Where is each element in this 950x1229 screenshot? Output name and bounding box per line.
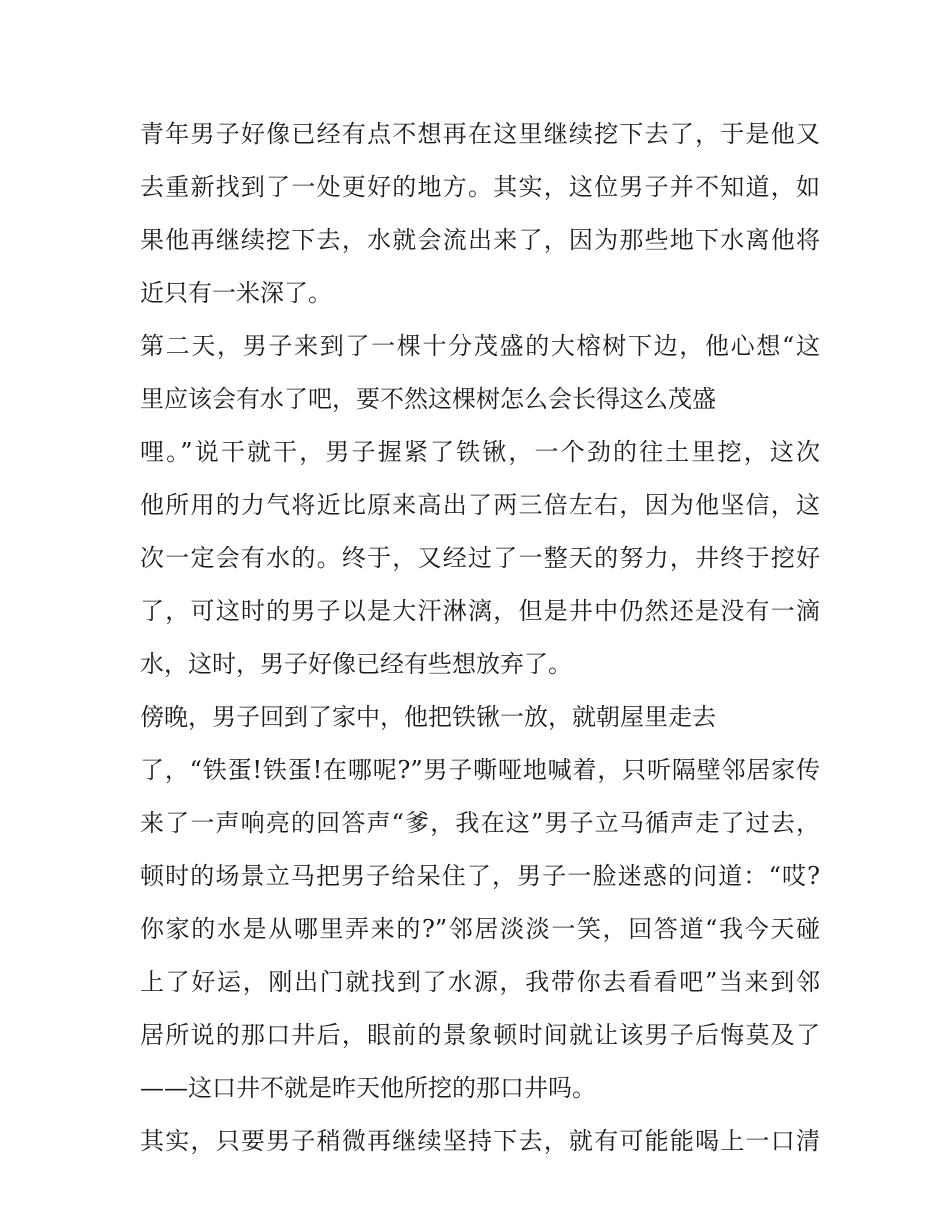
text-line: 里应该会有水了吧，要不然这棵树怎么会长得这么茂盛: [140, 385, 716, 413]
text-line: 顿时的场景立马把男子给呆住了，男子一脸迷惑的问道：“哎?: [140, 862, 820, 890]
text-line: 水，这时，男子好像已经有些想放弃了。: [140, 650, 572, 678]
paragraph-4: [140, 1115, 820, 1168]
text-line: 了，可这时的男子以是大汗淋漓，但是井中仍然还是没有一滴: [140, 597, 820, 625]
text-line: 上了好运，刚出门就找到了水源，我带你去看看吧”当来到邻: [140, 968, 820, 996]
text-line: 了，“铁蛋!铁蛋!在哪呢?”男子嘶哑地喊着，只听隔壁邻居家传: [140, 756, 820, 784]
paragraph-2: [140, 320, 820, 691]
document-body: [140, 108, 820, 1168]
paragraph-3: [140, 691, 820, 1115]
text-line: 果他再继续挖下去，水就会流出来了，因为那些地下水离他将: [140, 226, 820, 254]
text-line: 他所用的力气将近比原来高出了两三倍左右，因为他坚信，这: [140, 491, 820, 519]
text-line: 居所说的那口井后，眼前的景象顿时间就让该男子后悔莫及了: [140, 1021, 820, 1049]
text-line: 青年男子好像已经有点不想再在这里继续挖下去了，于是他又: [140, 120, 820, 148]
text-line: 来了一声响亮的回答声“爹，我在这”男子立马循声走了过去，: [140, 809, 820, 837]
text-line: 哩。”说干就干，男子握紧了铁锹，一个劲的往土里挖，这次: [140, 438, 820, 466]
text-line: ——这口井不就是昨天他所挖的那口井吗。: [140, 1074, 596, 1102]
text-line: 近只有一米深了。: [140, 279, 332, 307]
text-line: 次一定会有水的。终于，又经过了一整天的努力，井终于挖好: [140, 544, 820, 572]
text-line: 傍晚，男子回到了家中，他把铁锹一放，就朝屋里走去: [140, 703, 716, 731]
text-line: 其实，只要男子稍微再继续坚持下去，就有可能能喝上一口清: [140, 1127, 820, 1155]
text-line: 第二天，男子来到了一棵十分茂盛的大榕树下边，他心想“这: [140, 332, 820, 360]
paragraph-1: [140, 108, 820, 320]
text-line: 去重新找到了一处更好的地方。其实，这位男子并不知道，如: [140, 173, 820, 201]
text-line: 你家的水是从哪里弄来的?”邻居淡淡一笑，回答道“我今天碰: [140, 915, 820, 943]
